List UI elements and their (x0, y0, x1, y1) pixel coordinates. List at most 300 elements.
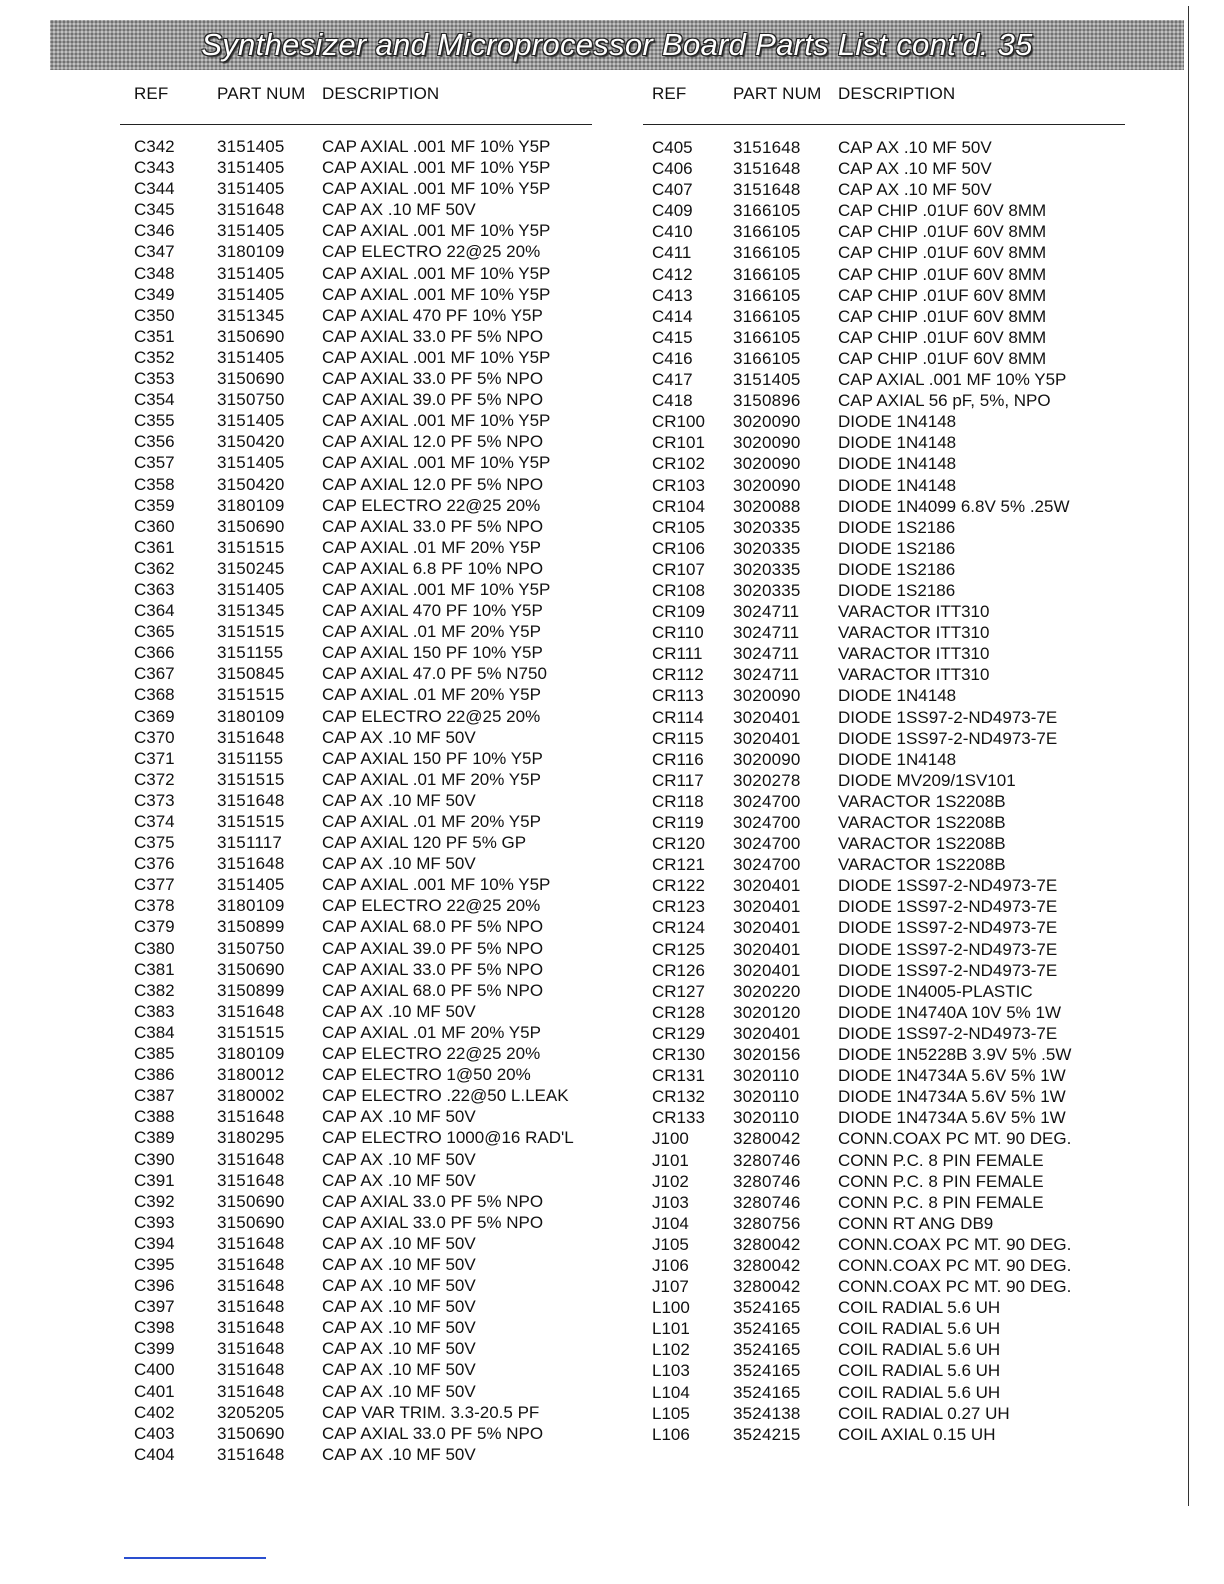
table-row (120, 748, 592, 769)
description-cell: CAP AX .10 MF 50V (322, 1297, 476, 1317)
ref-cell: CR100 (652, 412, 705, 432)
description-cell: CAP CHIP .01UF 60V 8MM (838, 306, 1047, 326)
ref-cell: L102 (652, 1340, 690, 1360)
ref-cell: C380 (134, 938, 175, 958)
table-row (643, 179, 1125, 200)
table-row (643, 1339, 1125, 1360)
table-row (120, 263, 592, 284)
ref-cell: CR129 (652, 1023, 705, 1043)
part-num-cell: 3020156 (733, 1045, 801, 1065)
ref-cell: J100 (652, 1129, 689, 1149)
table-row (643, 496, 1125, 517)
part-num-cell: 3151648 (217, 1170, 285, 1190)
part-num-cell: 3024700 (733, 834, 801, 854)
table-row (643, 264, 1125, 285)
table-row (120, 284, 592, 305)
part-num-cell: 3020401 (733, 918, 801, 938)
description-cell: CAP AX .10 MF 50V (322, 1149, 476, 1169)
ref-cell: C372 (134, 769, 175, 789)
part-num-cell: 3020401 (733, 897, 801, 917)
part-num-cell: 3151648 (217, 200, 285, 220)
table-row (120, 663, 592, 684)
part-num-cell: 3020278 (733, 770, 801, 790)
description-cell: CAP ELECTRO 22@25 20% (322, 495, 541, 515)
part-num-cell: 3280746 (733, 1171, 801, 1191)
table-row (643, 411, 1125, 432)
ref-cell: CR114 (652, 707, 704, 727)
part-num-cell: 3150845 (217, 664, 285, 684)
rows-left (120, 136, 592, 1465)
ref-cell: J104 (652, 1213, 689, 1233)
ref-cell: C354 (134, 390, 175, 410)
header-divider-right (643, 124, 1125, 125)
part-num-cell: 3024700 (733, 855, 801, 875)
part-num-cell: 3150690 (217, 326, 285, 346)
ref-cell: C390 (134, 1149, 175, 1169)
ref-cell: L105 (652, 1403, 690, 1423)
description-cell: CAP ELECTRO 22@25 20% (322, 1044, 541, 1064)
table-row (643, 1044, 1125, 1065)
table-row (643, 538, 1125, 559)
description-cell: CAP ELECTRO 22@25 20% (322, 242, 541, 262)
part-num-cell: 3024700 (733, 791, 801, 811)
table-row (120, 1001, 592, 1022)
header-description: DESCRIPTION (322, 84, 440, 103)
description-cell: DIODE 1SS97-2-ND4973-7E (838, 876, 1058, 896)
ref-cell: C356 (134, 432, 175, 452)
description-cell: CAP ELECTRO 22@25 20% (322, 896, 541, 916)
description-cell: CAP AXIAL .001 MF 10% Y5P (322, 137, 551, 156)
description-cell: CAP AXIAL 47.0 PF 5% N750 (322, 664, 547, 684)
part-num-cell: 3151405 (217, 221, 285, 241)
ref-cell: C411 (652, 243, 692, 263)
ref-cell: C416 (652, 348, 693, 368)
description-cell: CAP CHIP .01UF 60V 8MM (838, 222, 1047, 242)
description-cell: CAP AXIAL 470 PF 10% Y5P (322, 601, 543, 621)
ref-cell: CR133 (652, 1108, 705, 1128)
description-cell: COIL RADIAL 5.6 UH (838, 1340, 1001, 1360)
table-row (120, 642, 592, 663)
table-header-left (120, 82, 592, 110)
ref-cell: C351 (134, 326, 175, 346)
ref-cell: C407 (652, 180, 693, 200)
description-cell: CAP AXIAL 120 PF 5% GP (322, 833, 527, 853)
table-row (120, 220, 592, 241)
table-row (643, 1318, 1125, 1339)
description-cell: DIODE 1N4734A 5.6V 5% 1W (838, 1066, 1066, 1086)
table-row (643, 348, 1125, 369)
part-num-cell: 3166105 (733, 306, 801, 326)
part-num-cell: 3020401 (733, 1023, 801, 1043)
part-num-cell: 3166105 (733, 201, 801, 221)
table-row (643, 1297, 1125, 1318)
table-row (643, 580, 1125, 601)
table-row (120, 916, 592, 937)
part-num-cell: 3180109 (217, 706, 285, 726)
ref-cell: C397 (134, 1297, 175, 1317)
ref-cell: C382 (134, 980, 175, 1000)
ref-cell: CR115 (652, 728, 704, 748)
ref-cell: C412 (652, 264, 693, 284)
part-num-cell: 3151648 (217, 1444, 285, 1464)
description-cell: DIODE 1N4148 (838, 686, 957, 706)
ref-cell: C352 (134, 347, 175, 367)
part-num-cell: 3150690 (217, 959, 285, 979)
ref-cell: J107 (652, 1277, 689, 1297)
description-cell: CAP AXIAL .001 MF 10% Y5P (838, 370, 1067, 390)
ref-cell: C391 (134, 1170, 175, 1190)
table-row (120, 1359, 592, 1380)
table-row (120, 558, 592, 579)
ref-cell: C358 (134, 474, 175, 494)
part-num-cell: 3150899 (217, 980, 285, 1000)
part-num-cell: 3151648 (733, 159, 801, 179)
ref-cell: C395 (134, 1254, 175, 1274)
part-num-cell: 3020401 (733, 876, 801, 896)
ref-cell: C398 (134, 1318, 175, 1338)
ref-cell: CR131 (652, 1066, 705, 1086)
table-row (643, 1403, 1125, 1424)
table-row (120, 537, 592, 558)
description-cell: DIODE 1N4148 (838, 433, 957, 453)
part-num-cell: 3020090 (733, 475, 801, 495)
ref-cell: C387 (134, 1086, 175, 1106)
description-cell: DIODE 1N4740A 10V 5% 1W (838, 1002, 1062, 1022)
description-cell: CAP AXIAL 33.0 PF 5% NPO (322, 516, 544, 536)
part-num-cell: 3151405 (217, 284, 285, 304)
table-row (643, 707, 1125, 728)
part-num-cell: 3020401 (733, 939, 801, 959)
ref-cell: C377 (134, 875, 175, 895)
right-margin-rule (1188, 6, 1189, 1506)
table-row (120, 474, 592, 495)
description-cell: CAP AX .10 MF 50V (838, 138, 992, 157)
description-cell: CAP AXIAL 150 PF 10% Y5P (322, 748, 543, 768)
table-row (120, 1317, 592, 1338)
description-cell: DIODE 1N5228B 3.9V 5% .5W (838, 1045, 1072, 1065)
part-num-cell: 3151648 (217, 1107, 285, 1127)
part-num-cell: 3166105 (733, 243, 801, 263)
description-cell: DIODE 1N4734A 5.6V 5% 1W (838, 1108, 1066, 1128)
description-cell: DIODE 1SS97-2-ND4973-7E (838, 918, 1058, 938)
rows-right (643, 137, 1125, 1445)
description-cell: CAP AX .10 MF 50V (322, 1444, 476, 1464)
part-num-cell: 3024711 (733, 644, 800, 664)
ref-cell: CR102 (652, 454, 705, 474)
ref-cell: C345 (134, 200, 175, 220)
description-cell: CAP CHIP .01UF 60V 8MM (838, 243, 1047, 263)
ref-cell: CR126 (652, 960, 705, 980)
part-num-cell: 3151648 (217, 1297, 285, 1317)
description-cell: CAP AX .10 MF 50V (322, 1339, 476, 1359)
ref-cell: C374 (134, 812, 175, 831)
description-cell: CAP AXIAL 33.0 PF 5% NPO (322, 1423, 544, 1443)
table-row (643, 1360, 1125, 1381)
table-row (643, 200, 1125, 221)
ref-cell: C383 (134, 1001, 175, 1021)
description-cell: CAP AXIAL 470 PF 10% Y5P (322, 305, 543, 325)
part-num-cell: 3020088 (733, 496, 801, 516)
part-num-cell: 3151648 (217, 1276, 285, 1296)
description-cell: CAP AX .10 MF 50V (838, 180, 992, 200)
header-part-num: PART NUM (733, 84, 822, 103)
table-row (643, 749, 1125, 770)
table-row (643, 1213, 1125, 1234)
ref-cell: C375 (134, 833, 175, 853)
description-cell: CAP AXIAL .01 MF 20% Y5P (322, 537, 541, 557)
ref-cell: CR113 (652, 686, 704, 706)
part-num-cell: 3524138 (733, 1403, 801, 1423)
description-cell: COIL RADIAL 5.6 UH (838, 1361, 1001, 1381)
ref-cell: CR130 (652, 1045, 705, 1065)
header-description: DESCRIPTION (838, 84, 956, 103)
ref-cell: C362 (134, 558, 175, 578)
table-row (120, 579, 592, 600)
description-cell: CAP AX .10 MF 50V (322, 1254, 476, 1274)
part-num-cell: 3166105 (733, 285, 801, 305)
ref-cell: L103 (652, 1361, 690, 1381)
description-cell: CAP AX .10 MF 50V (322, 1107, 476, 1127)
part-num-cell: 3151345 (217, 305, 285, 325)
description-cell: CAP AXIAL .001 MF 10% Y5P (322, 179, 551, 199)
description-cell: CAP VAR TRIM. 3.3-20.5 PF (322, 1402, 540, 1422)
description-cell: DIODE 1SS97-2-ND4973-7E (838, 939, 1058, 959)
table-row (120, 1402, 592, 1423)
description-cell: CAP AXIAL .001 MF 10% Y5P (322, 284, 551, 304)
table-row (643, 390, 1125, 411)
table-row (120, 1022, 592, 1043)
ref-cell: CR105 (652, 517, 705, 537)
description-cell: DIODE 1N4148 (838, 749, 957, 769)
table-row (643, 896, 1125, 917)
table-row (120, 1254, 592, 1275)
description-cell: CONN.COAX PC MT. 90 DEG. (838, 1129, 1072, 1149)
table-row (643, 728, 1125, 749)
ref-cell: CR127 (652, 981, 705, 1001)
description-cell: CONN P.C. 8 PIN FEMALE (838, 1192, 1044, 1212)
table-row (120, 1170, 592, 1191)
description-cell: DIODE 1S2186 (838, 559, 956, 579)
ref-cell: CR120 (652, 834, 705, 854)
ref-cell: C367 (134, 664, 175, 684)
description-cell: CAP AXIAL 33.0 PF 5% NPO (322, 326, 544, 346)
part-num-cell: 3150420 (217, 474, 285, 494)
description-cell: CONN P.C. 8 PIN FEMALE (838, 1150, 1044, 1170)
description-cell: DIODE 1SS97-2-ND4973-7E (838, 897, 1058, 917)
part-num-cell: 3151155 (217, 748, 284, 768)
part-num-cell: 3524165 (733, 1361, 801, 1381)
part-num-cell: 3020401 (733, 960, 801, 980)
ref-cell: C403 (134, 1423, 175, 1443)
ref-cell: C394 (134, 1233, 175, 1253)
ref-cell: CR110 (652, 623, 704, 643)
header-ref: REF (652, 84, 687, 103)
part-num-cell: 3020110 (733, 1108, 800, 1128)
part-num-cell: 3151405 (217, 347, 285, 367)
table-row (120, 1106, 592, 1127)
description-cell: CAP AXIAL 68.0 PF 5% NPO (322, 980, 544, 1000)
ref-cell: J102 (652, 1171, 689, 1191)
ref-cell: C343 (134, 158, 175, 178)
table-row (120, 1085, 592, 1106)
part-num-cell: 3020090 (733, 686, 801, 706)
description-cell: CAP AX .10 MF 50V (322, 1233, 476, 1253)
table-row (643, 770, 1125, 791)
part-num-cell: 3151648 (217, 1254, 285, 1274)
description-cell: DIODE 1S2186 (838, 517, 956, 537)
description-cell: CAP AXIAL 33.0 PF 5% NPO (322, 369, 544, 389)
table-row (120, 1275, 592, 1296)
ref-cell: C344 (134, 179, 175, 199)
part-num-cell: 3020090 (733, 749, 801, 769)
table-row (643, 875, 1125, 896)
description-cell: CAP AXIAL .01 MF 20% Y5P (322, 812, 541, 831)
table-row (120, 1043, 592, 1064)
table-row (120, 516, 592, 537)
part-num-cell: 3280042 (733, 1277, 801, 1297)
part-num-cell: 3151648 (733, 138, 801, 157)
part-num-cell: 3151648 (217, 727, 285, 747)
ref-cell: C353 (134, 369, 175, 389)
ref-cell: C349 (134, 284, 175, 304)
part-num-cell: 3524215 (733, 1424, 801, 1444)
description-cell: CAP AXIAL .01 MF 20% Y5P (322, 622, 541, 642)
part-num-cell: 3180109 (217, 896, 285, 916)
part-num-cell: 3020090 (733, 454, 801, 474)
table-row (120, 790, 592, 811)
table-row (120, 495, 592, 516)
table-row (643, 475, 1125, 496)
description-cell: CONN RT ANG DB9 (838, 1213, 994, 1233)
table-row (120, 1212, 592, 1233)
ref-cell: CR123 (652, 897, 705, 917)
table-row (120, 832, 592, 853)
table-row (120, 1296, 592, 1317)
table-row (120, 684, 592, 705)
part-num-cell: 3280042 (733, 1255, 801, 1275)
table-row (643, 242, 1125, 263)
ref-cell: CR118 (652, 791, 704, 811)
table-row (120, 136, 592, 157)
part-num-cell: 3151405 (217, 579, 285, 599)
description-cell: DIODE 1N4148 (838, 475, 957, 495)
table-row (120, 178, 592, 199)
ref-cell: C369 (134, 706, 175, 726)
table-row (643, 1023, 1125, 1044)
description-cell: CAP AX .10 MF 50V (322, 1318, 476, 1338)
part-num-cell: 3151405 (217, 137, 285, 156)
description-cell: CAP AXIAL .01 MF 20% Y5P (322, 769, 541, 789)
table-row (120, 241, 592, 262)
part-num-cell: 3151648 (217, 790, 285, 810)
table-row (120, 157, 592, 178)
part-num-cell: 3151405 (733, 370, 801, 390)
table-row (643, 685, 1125, 706)
description-cell: COIL RADIAL 5.6 UH (838, 1382, 1001, 1402)
part-num-cell: 3151345 (217, 601, 285, 621)
ref-cell: CR108 (652, 580, 705, 600)
part-num-cell: 3024711 (733, 623, 800, 643)
ref-cell: CR124 (652, 918, 705, 938)
part-num-cell: 3150690 (217, 369, 285, 389)
table-row (643, 1424, 1125, 1445)
part-num-cell: 3151648 (217, 1318, 285, 1338)
part-num-cell: 3166105 (733, 327, 801, 347)
part-num-cell: 3150899 (217, 917, 285, 937)
ref-cell: C368 (134, 685, 175, 705)
table-row (643, 327, 1125, 348)
ref-cell: J101 (652, 1150, 689, 1170)
ref-cell: C400 (134, 1360, 175, 1380)
part-num-cell: 3020220 (733, 981, 801, 1001)
description-cell: CAP AX .10 MF 50V (322, 854, 476, 874)
part-num-cell: 3151515 (217, 622, 285, 642)
part-num-cell: 3150690 (217, 1423, 285, 1443)
part-num-cell: 3151405 (217, 179, 285, 199)
ref-cell: CR132 (652, 1087, 705, 1107)
ref-cell: C409 (652, 201, 693, 221)
description-cell: CAP AX .10 MF 50V (322, 790, 476, 810)
description-cell: CAP AX .10 MF 50V (322, 1001, 476, 1021)
part-num-cell: 3020110 (733, 1066, 800, 1086)
part-num-cell: 3151648 (217, 1001, 285, 1021)
ref-cell: C359 (134, 495, 175, 515)
ref-cell: CR121 (652, 855, 705, 875)
part-num-cell: 3280042 (733, 1234, 801, 1254)
ref-cell: CR111 (652, 644, 703, 664)
part-num-cell: 3151405 (217, 263, 285, 283)
description-cell: CAP AXIAL .01 MF 20% Y5P (322, 1022, 541, 1042)
description-cell: CAP AXIAL 12.0 PF 5% NPO (322, 474, 544, 494)
ref-cell: C355 (134, 411, 175, 431)
part-num-cell: 3150896 (733, 391, 801, 411)
ref-cell: C364 (134, 601, 175, 621)
ref-cell: L100 (652, 1298, 690, 1318)
part-num-cell: 3024711 (733, 665, 800, 685)
table-row (120, 1233, 592, 1254)
table-row (643, 1255, 1125, 1276)
description-cell: CAP ELECTRO .22@50 L.LEAK (322, 1086, 569, 1106)
table-row (643, 369, 1125, 390)
ref-cell: CR128 (652, 1002, 705, 1022)
description-cell: VARACTOR ITT310 (838, 665, 990, 685)
table-row (643, 221, 1125, 242)
table-row (643, 453, 1125, 474)
ref-cell: C405 (652, 138, 693, 157)
table-row (120, 600, 592, 621)
ref-cell: J103 (652, 1192, 689, 1212)
part-num-cell: 3150690 (217, 1212, 285, 1232)
ref-cell: C381 (134, 959, 175, 979)
ref-cell: C393 (134, 1212, 175, 1232)
description-cell: DIODE 1S2186 (838, 580, 956, 600)
description-cell: CAP CHIP .01UF 60V 8MM (838, 201, 1047, 221)
ref-cell: C414 (652, 306, 693, 326)
part-num-cell: 3151155 (217, 643, 284, 663)
part-num-cell: 3150750 (217, 938, 285, 958)
table-row (120, 1064, 592, 1085)
part-num-cell: 3180295 (217, 1128, 285, 1148)
part-num-cell: 3151405 (217, 158, 285, 178)
part-num-cell: 3150245 (217, 558, 285, 578)
table-row (120, 706, 592, 727)
part-num-cell: 3020401 (733, 728, 801, 748)
part-num-cell: 3524165 (733, 1298, 801, 1318)
ref-cell: C417 (652, 370, 693, 390)
ref-cell: CR109 (652, 602, 705, 622)
description-cell: CAP AX .10 MF 50V (322, 727, 476, 747)
part-num-cell: 3151515 (217, 812, 285, 831)
